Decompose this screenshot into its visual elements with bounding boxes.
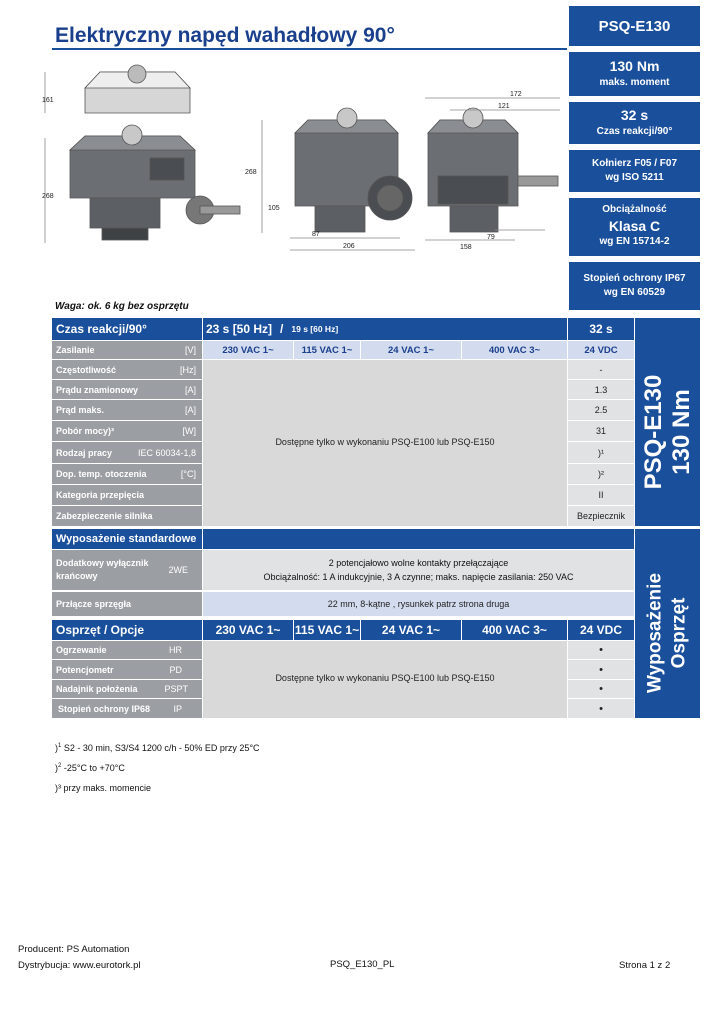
dim-label: 79 [487,234,495,241]
dim-label: 172 [510,91,522,98]
side-accessories: Osprzęt [668,597,690,669]
torque-box [569,52,700,96]
model-badge [569,6,700,46]
side-equipment: Wyposażenie [644,572,666,694]
side-equipment-label [635,529,700,718]
side-model: PSQ-E130 [640,374,667,490]
row-label-potentiometer [52,660,202,679]
dc-power: 31 [568,421,634,441]
reaction-time-header: Czas reakcji/90° [52,318,202,340]
time-slash: / [280,322,284,336]
voltage-24ac: 24 VAC 1~ [361,341,461,359]
protection-line2: wg EN 60529 [603,287,666,298]
row-code: PSPT [164,684,188,694]
dim-label: 206 [343,243,355,250]
protection-line1: Stopień ochrony IP67 [583,273,686,284]
weight-note: Waga: ok. 6 kg bez osprzętu [55,301,189,312]
row-unit: [V] [184,345,196,355]
load-norm: wg EN 15714-2 [599,236,670,247]
row-unit: IEC 60034-1,8 [137,447,196,458]
reaction-time-dc: 32 s [568,318,634,340]
row-label-text: Dodatkowy wyłącznik krańcowy [56,558,149,581]
row-label-text: Kategoria przepięcia [56,490,145,500]
limit-switch-line2: Obciążalność: 1 A indukcyjnie, 3 A czynne; maks. napięcie zasilania: 250 VAC [263,572,574,582]
row-label-text: Prądu znamionowy [56,384,139,395]
actuator-drawing [40,58,562,258]
row-label-power [52,421,202,441]
dim-label: 268 [42,193,54,200]
row-label-limit-switch [52,550,202,590]
flange-box [569,150,700,192]
protection-box [569,262,700,310]
dc-overvoltage: II [568,485,634,505]
dim-label: 105 [268,205,280,212]
opt-voltage-24dc: 24 VDC [568,620,634,640]
row-label-text: Potencjometr [56,664,114,675]
title-divider [52,48,567,50]
standard-header: Wyposażenie standardowe [52,529,202,549]
row-label-supply [52,341,202,359]
opt-voltage-230: 230 VAC 1~ [203,620,293,640]
row-label-max-current [52,400,202,420]
page-title: Elektryczny napęd wahadłowy 90° [55,24,395,47]
row-label-frequency [52,360,202,379]
opt-voltage-115: 115 VAC 1~ [294,620,360,640]
footnote-mark: )³ [55,783,61,793]
dim-label: 87 [312,231,320,238]
footnote-2 [55,763,125,773]
row-label-ip68 [52,699,202,718]
time-value: 32 s [620,107,649,123]
row-label-position-transmitter [52,680,202,698]
opt-voltage-24ac: 24 VAC 1~ [361,620,461,640]
footer-page: Strona 1 z 2 [619,960,671,971]
side-torque: 130 Nm [668,389,695,475]
footer-distribution: Dystrybucja: www.eurotork.pl [18,960,141,971]
ac-availability-note: Dostępne tylko w wykonaniu PSQ-E100 lub PSQ-E150 [275,437,495,447]
row-code: 2WE [168,565,188,575]
coupling-desc: 22 mm, 8-kątne , rysunkek patrz strona druga [203,592,634,616]
flange-line1: Kołnierz F05 / F07 [591,158,678,169]
model-name: PSQ-E130 [598,17,671,35]
opt-dc-position: • [568,680,634,698]
row-label-text: Częstotliwość [56,364,117,375]
dc-motor-protection: Bezpiecznik [568,506,634,526]
row-label-heater [52,641,202,659]
limit-switch-desc [203,550,634,590]
voltage-400: 400 VAC 3~ [462,341,567,359]
time-60hz: 19 s [60 Hz] [291,324,339,334]
time-label: Czas reakcji/90° [596,126,673,137]
row-code: PD [169,664,182,675]
dc-temperature: )² [568,464,634,484]
row-label-text: Nadajnik położenia [56,684,138,694]
side-model-label [635,318,700,526]
footnote-sup: 1 [58,743,62,749]
footnote-3 [55,783,151,793]
opt-dc-heater: • [568,641,634,659]
opt-dc-ip68: • [568,699,634,718]
time-box [569,102,700,144]
footer-doc-code: PSQ_E130_PL [330,959,395,970]
row-code: IP [173,703,182,714]
footnote-text: S2 - 30 min, S3/S4 1200 c/h - 50% ED przy 25°C [61,743,260,753]
voltage-115: 115 VAC 1~ [294,341,360,359]
row-label-duty [52,442,202,463]
row-unit: [Hz] [179,364,196,375]
load-class: Klasa C [608,218,661,234]
row-code: HR [169,645,182,655]
footnote-1 [55,743,260,753]
footnote-text: przy maks. momencie [61,783,152,793]
dim-label: 121 [498,103,510,110]
dim-label: 161 [42,97,54,104]
row-label-text: Rodzaj pracy [56,447,113,458]
time-50hz: 23 s [50 Hz] [206,322,273,336]
dim-label: 268 [245,169,257,176]
row-label-text: Dop. temp. otoczenia [56,469,147,479]
footnote-mark: ) [55,743,58,753]
standard-header-bar [203,529,634,549]
row-label-motor-protection [52,506,202,526]
row-unit: [W] [182,426,196,436]
row-unit: [A] [184,405,196,415]
row-label-text: Zasilanie [56,345,95,355]
flange-line2: wg ISO 5211 [605,172,664,183]
dc-duty: )¹ [568,442,634,463]
opt-voltage-400: 400 VAC 3~ [462,620,567,640]
row-label-temperature [52,464,202,484]
load-box [569,198,700,256]
dim-label: 158 [460,244,472,251]
footnote-text: -25°C to +70°C [61,763,125,773]
opt-dc-potentiometer: • [568,660,634,679]
footnote-mark: ) [55,763,58,773]
row-label-text: Ogrzewanie [56,645,107,655]
footer-producer: Producent: PS Automation [18,944,130,955]
dc-rated-current: 1.3 [568,380,634,399]
options-header: Osprzęt / Opcje [52,620,202,640]
row-label-text: Prąd maks. [56,405,105,415]
options-ac-note: Dostępne tylko w wykonaniu PSQ-E100 lub PSQ-E150 [275,673,495,683]
row-unit: [A] [184,384,196,395]
row-label-text: Pobór mocy)³ [56,426,115,436]
row-label-text: Stopień ochrony IP68 [58,703,151,714]
limit-switch-line1: 2 potencjałowo wolne kontakty przełączające [328,558,509,568]
dc-frequency: - [568,360,634,379]
footnote-sup: 2 [58,763,62,769]
row-label-text: Przłącze sprzęgła [56,599,132,609]
torque-value: 130 Nm [609,58,660,74]
row-label-overvoltage [52,485,202,505]
row-label-rated-current [52,380,202,399]
voltage-230: 230 VAC 1~ [203,341,293,359]
voltage-24dc: 24 VDC [568,341,634,359]
torque-label: maks. moment [599,77,670,88]
row-label-text: Zabezpieczenie silnika [56,511,153,521]
dc-max-current: 2.5 [568,400,634,420]
row-unit: [°C] [180,469,196,479]
row-label-coupling [52,592,202,616]
load-label: Obciążalność [602,204,667,215]
reaction-time-ac [203,318,567,340]
